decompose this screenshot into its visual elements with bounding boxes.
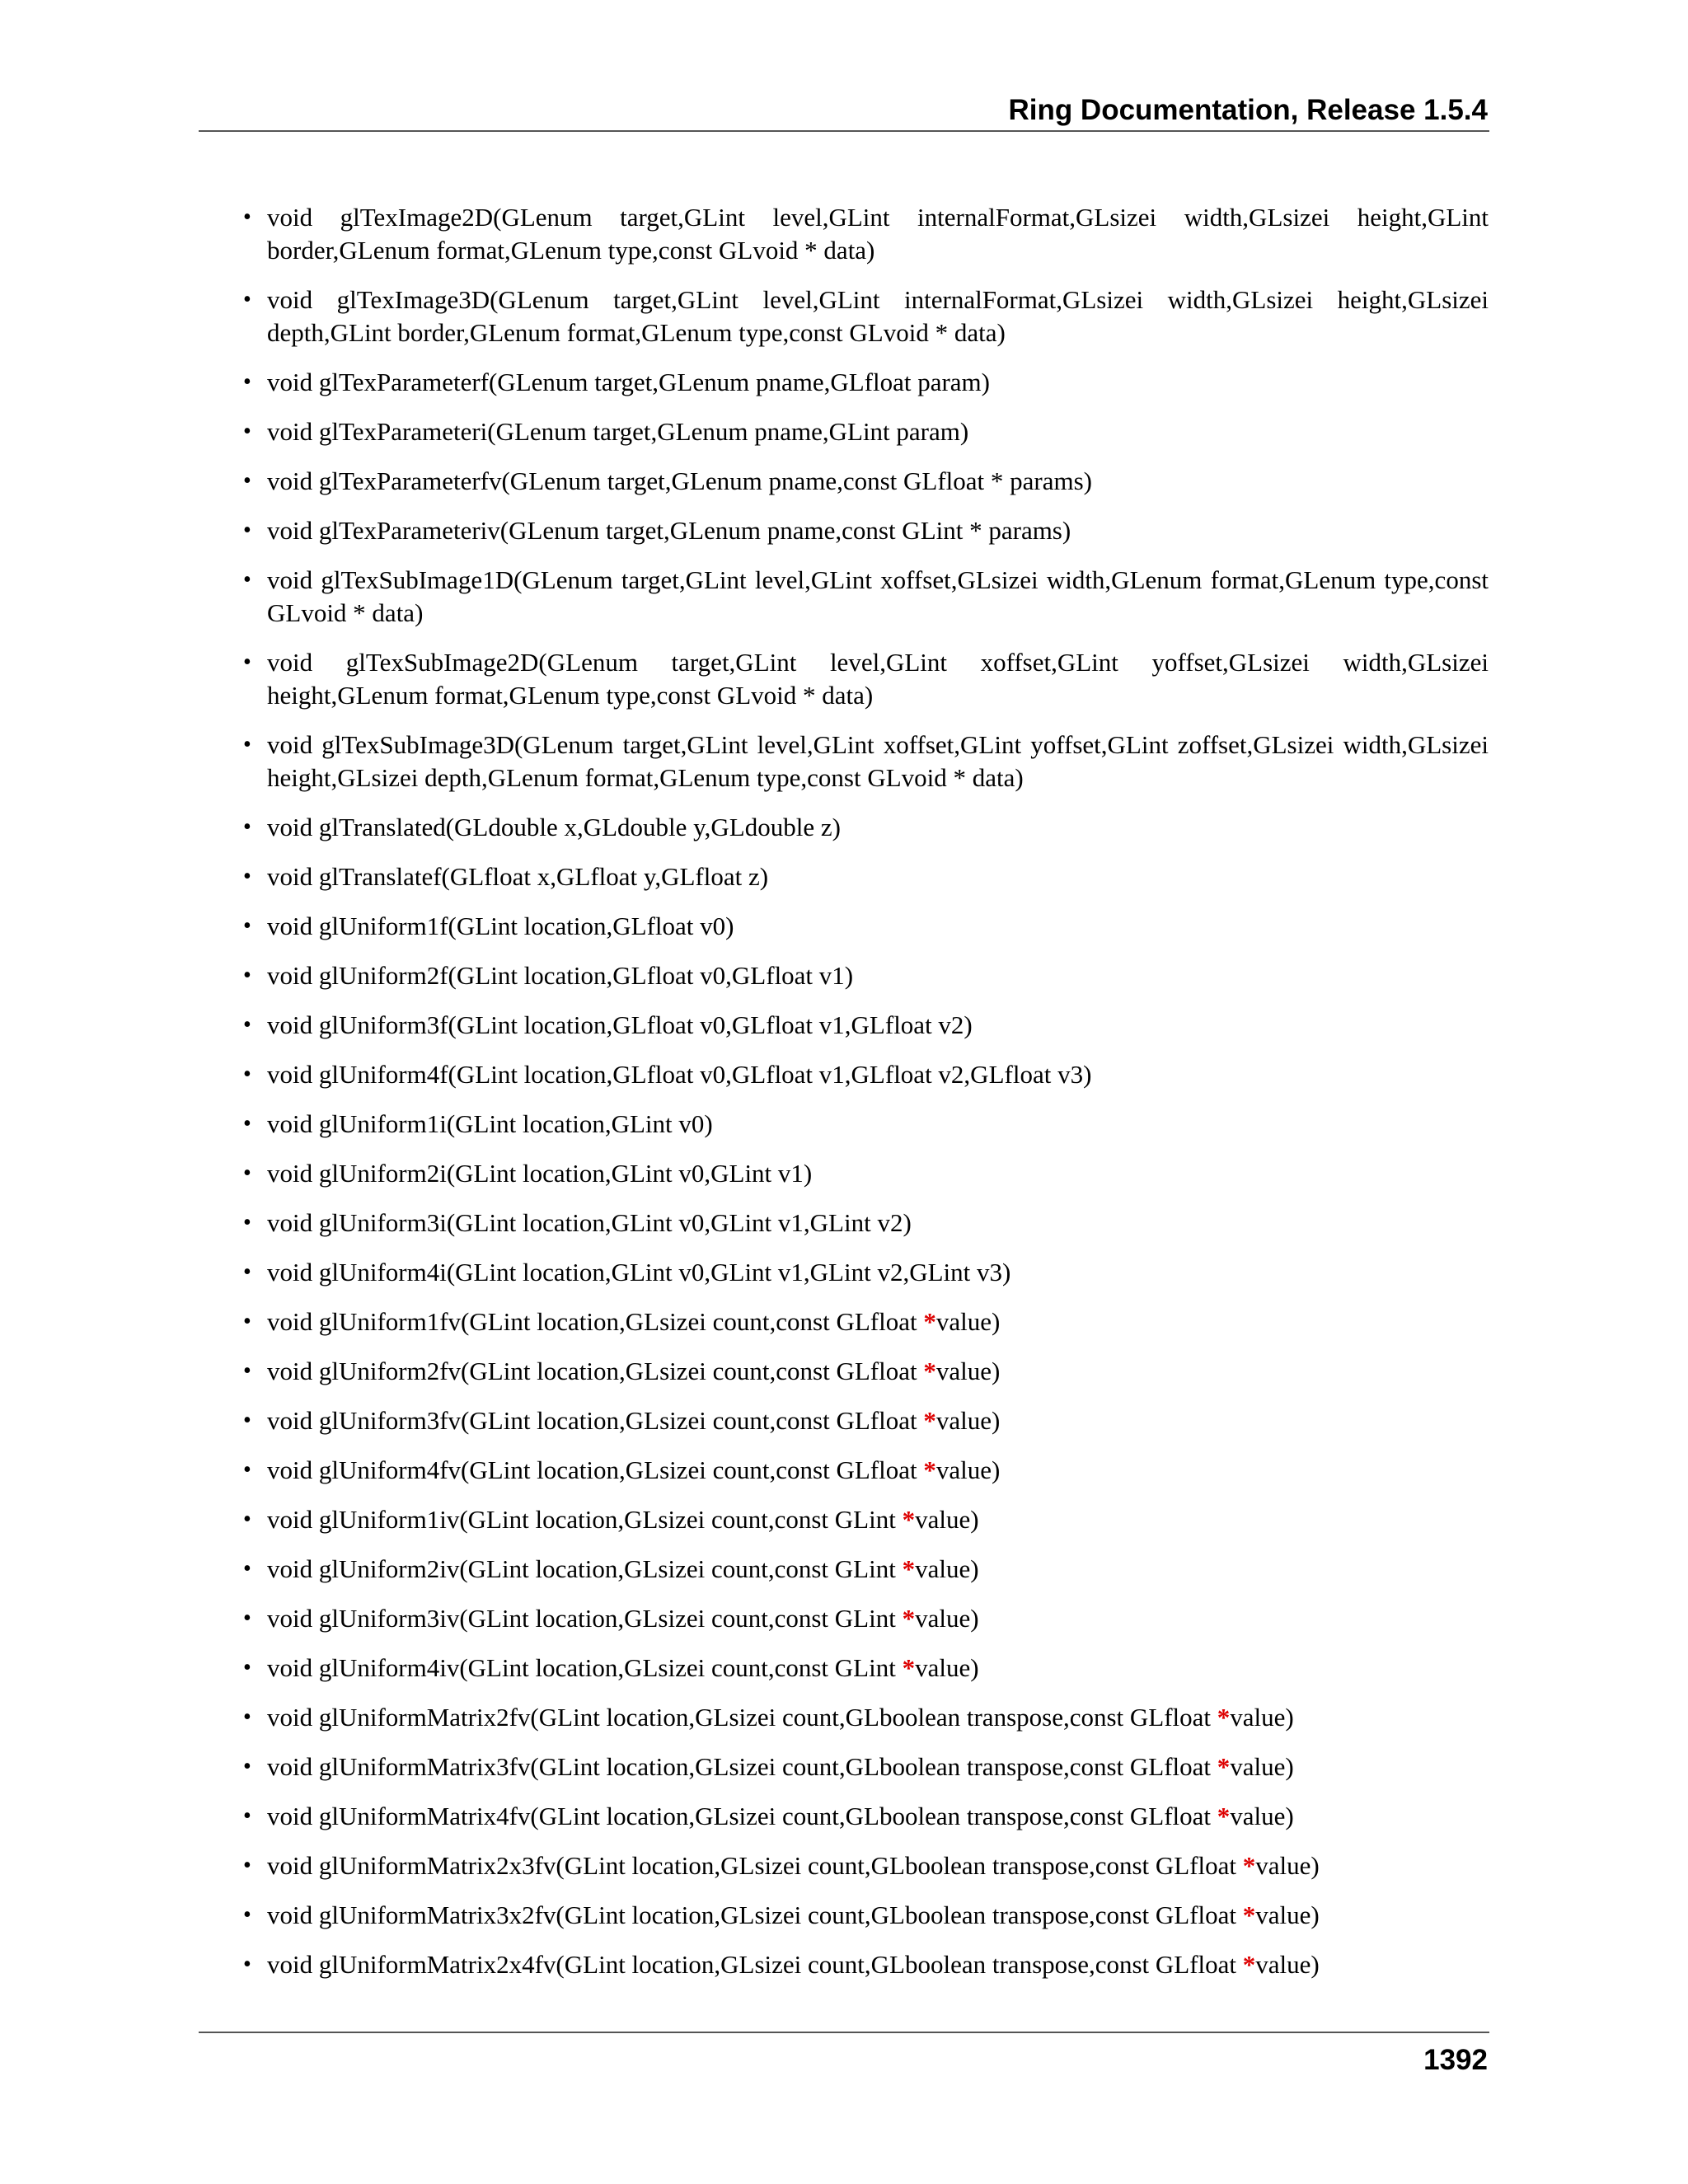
list-item [243, 1207, 1489, 1240]
pointer-asterisk: * [902, 1505, 916, 1534]
bullet-icon: • [243, 518, 251, 543]
function-signature-tail: value) [935, 1357, 1001, 1385]
list-item [243, 1553, 1489, 1586]
list-item [243, 1948, 1489, 1981]
bullet-icon: • [243, 1111, 251, 1137]
function-signature: void glUniform2f(GLint location,GLfloat v0,GLfloat v1) [267, 961, 854, 990]
list-item [243, 1899, 1489, 1932]
footer-divider [199, 2032, 1489, 2033]
pointer-asterisk: * [923, 1307, 936, 1336]
function-signature: void glTexSubImage2D(GLenum target,GLint level,GLint xoffset,GLint yoffset,GLsizei width,GLsizei height,GLenum format,GLenum type,const GLvoid * data) [267, 648, 1489, 710]
list-item [243, 1355, 1489, 1388]
bullet-icon: • [243, 1952, 251, 1977]
pointer-asterisk: * [902, 1604, 916, 1633]
bullet-icon: • [243, 1259, 251, 1285]
function-signature: void glUniform1f(GLint location,GLfloat v0) [267, 912, 734, 940]
function-signature: void glUniform3iv(GLint location,GLsizei count,const GLint [267, 1604, 903, 1633]
header-divider [199, 130, 1489, 132]
function-signature-tail: value) [1230, 1752, 1294, 1781]
bullet-icon: • [243, 1012, 251, 1038]
bullet-icon: • [243, 1754, 251, 1779]
bullet-icon: • [243, 1457, 251, 1483]
function-signature: void glTexSubImage1D(GLenum target,GLint level,GLint xoffset,GLsizei width,GLenum format,GLenum type,const GLvoid * data) [267, 565, 1489, 627]
list-item [243, 811, 1489, 844]
function-signature-tail: value) [1255, 1900, 1320, 1929]
function-signature-tail: value) [915, 1604, 979, 1633]
bullet-icon: • [243, 963, 251, 988]
pointer-asterisk: * [923, 1455, 936, 1484]
bullet-icon: • [243, 913, 251, 939]
list-item [243, 1701, 1489, 1734]
function-signature-tail: value) [915, 1653, 979, 1682]
function-list [0, 201, 1688, 1998]
function-signature: void glUniformMatrix4fv(GLint location,GLsizei count,GLboolean transpose,const GLfloat [267, 1802, 1217, 1830]
bullet-icon: • [243, 1902, 251, 1928]
bullet-icon: • [243, 1655, 251, 1680]
function-signature: void glUniform3fv(GLint location,GLsizei count,const GLfloat [267, 1406, 924, 1435]
bullet-icon: • [243, 1358, 251, 1384]
function-signature: void glUniform2i(GLint location,GLint v0,GLint v1) [267, 1159, 813, 1188]
bullet-icon: • [243, 567, 251, 593]
bullet-icon: • [243, 1507, 251, 1532]
bullet-icon: • [243, 732, 251, 757]
function-signature: void glUniformMatrix2x4fv(GLint location,GLsizei count,GLboolean transpose,const GLfloat [267, 1950, 1243, 1979]
list-item [243, 366, 1489, 399]
pointer-asterisk: * [1242, 1900, 1256, 1929]
pointer-asterisk: * [902, 1653, 916, 1682]
bullet-icon: • [243, 814, 251, 840]
function-signature-tail: value) [915, 1554, 979, 1583]
function-signature-tail: value) [1230, 1703, 1294, 1732]
list-item [243, 1256, 1489, 1289]
function-signature: void glUniform4fv(GLint location,GLsizei count,const GLfloat [267, 1455, 924, 1484]
list-item [243, 910, 1489, 943]
function-signature: void glTranslated(GLdouble x,GLdouble y,GLdouble z) [267, 813, 841, 841]
list-item [243, 564, 1489, 630]
function-signature: void glTexParameteri(GLenum target,GLenum pname,GLint param) [267, 417, 969, 446]
function-signature-tail: value) [935, 1307, 1001, 1336]
bullet-icon: • [243, 204, 251, 230]
list-item [243, 1454, 1489, 1487]
bullet-icon: • [243, 419, 251, 444]
header-title: Ring Documentation, Release 1.5.4 [1008, 94, 1488, 126]
bullet-icon: • [243, 1062, 251, 1087]
function-signature-tail: value) [1255, 1851, 1320, 1880]
list-item [243, 1404, 1489, 1437]
list-item [243, 1108, 1489, 1141]
function-signature-tail: value) [935, 1406, 1001, 1435]
bullet-icon: • [243, 1309, 251, 1334]
function-signature: void glUniformMatrix2x3fv(GLint location,GLsizei count,GLboolean transpose,const GLfloat [267, 1851, 1243, 1880]
bullet-icon: • [243, 1160, 251, 1186]
list-item [243, 465, 1489, 498]
function-signature: void glUniform1iv(GLint location,GLsizei count,const GLint [267, 1505, 903, 1534]
function-signature: void glTexImage3D(GLenum target,GLint level,GLint internalFormat,GLsizei width,GLsizei height,GLsizei depth,GLint border,GLenum format,GLenum type,const GLvoid * data) [267, 285, 1489, 347]
list-item [243, 201, 1489, 267]
pointer-asterisk: * [1217, 1752, 1231, 1781]
bullet-icon: • [243, 287, 251, 312]
list-item [243, 514, 1489, 547]
function-signature: void glUniform2fv(GLint location,GLsizei count,const GLfloat [267, 1357, 924, 1385]
list-item [243, 1602, 1489, 1635]
list-item [243, 1157, 1489, 1190]
bullet-icon: • [243, 468, 251, 494]
function-signature: void glTexParameterfv(GLenum target,GLenum pname,const GLfloat * params) [267, 466, 1092, 495]
function-signature: void glUniform4i(GLint location,GLint v0,GLint v1,GLint v2,GLint v3) [267, 1258, 1011, 1286]
pointer-asterisk: * [1242, 1851, 1256, 1880]
function-signature: void glUniform3i(GLint location,GLint v0,GLint v1,GLint v2) [267, 1208, 912, 1237]
list-item [243, 415, 1489, 448]
bullet-icon: • [243, 864, 251, 889]
list-item [243, 1750, 1489, 1783]
list-item [243, 284, 1489, 349]
function-signature-tail: value) [935, 1455, 1001, 1484]
function-signature: void glUniform1fv(GLint location,GLsizei count,const GLfloat [267, 1307, 924, 1336]
list-item [243, 1058, 1489, 1091]
bullet-icon: • [243, 1408, 251, 1433]
list-item [243, 1305, 1489, 1338]
bullet-icon: • [243, 369, 251, 395]
pointer-asterisk: * [1217, 1703, 1231, 1732]
bullet-icon: • [243, 1704, 251, 1730]
list-item [243, 860, 1489, 893]
function-signature: void glUniformMatrix2fv(GLint location,GLsizei count,GLboolean transpose,const GLfloat [267, 1703, 1217, 1732]
list-item [243, 1800, 1489, 1833]
bullet-icon: • [243, 1605, 251, 1631]
function-signature-tail: value) [1255, 1950, 1320, 1979]
function-signature: void glTexSubImage3D(GLenum target,GLint level,GLint xoffset,GLint yoffset,GLint zoffset,GLsizei width,GLsizei height,GLsizei depth,GLenum format,GLenum type,const GLvoid * data) [267, 730, 1489, 792]
function-signature: void glUniform2iv(GLint location,GLsizei count,const GLint [267, 1554, 903, 1583]
function-signature: void glTexParameterf(GLenum target,GLenum pname,GLfloat param) [267, 368, 990, 396]
page-number: 1392 [1423, 2044, 1488, 2076]
function-signature: void glUniform3f(GLint location,GLfloat v0,GLfloat v1,GLfloat v2) [267, 1010, 973, 1039]
function-signature: void glUniformMatrix3fv(GLint location,GLsizei count,GLboolean transpose,const GLfloat [267, 1752, 1217, 1781]
list-item [243, 1503, 1489, 1536]
list-item [243, 1652, 1489, 1685]
list-item [243, 729, 1489, 794]
function-signature-tail: value) [915, 1505, 979, 1534]
function-signature: void glTexParameteriv(GLenum target,GLenum pname,const GLint * params) [267, 516, 1071, 545]
bullet-icon: • [243, 1853, 251, 1878]
function-signature: void glUniformMatrix3x2fv(GLint location,GLsizei count,GLboolean transpose,const GLfloat [267, 1900, 1243, 1929]
pointer-asterisk: * [1242, 1950, 1256, 1979]
bullet-icon: • [243, 1210, 251, 1235]
list-item [243, 1009, 1489, 1042]
function-signature: void glTranslatef(GLfloat x,GLfloat y,GLfloat z) [267, 862, 769, 891]
bullet-icon: • [243, 1556, 251, 1582]
function-signature-tail: value) [1230, 1802, 1294, 1830]
function-signature: void glUniform4f(GLint location,GLfloat v0,GLfloat v1,GLfloat v2,GLfloat v3) [267, 1060, 1092, 1089]
pointer-asterisk: * [902, 1554, 916, 1583]
bullet-icon: • [243, 1803, 251, 1829]
function-signature: void glUniform4iv(GLint location,GLsizei count,const GLint [267, 1653, 903, 1682]
function-signature: void glTexImage2D(GLenum target,GLint level,GLint internalFormat,GLsizei width,GLsizei height,GLint border,GLenum format,GLenum type,const GLvoid * data) [267, 203, 1489, 265]
pointer-asterisk: * [1217, 1802, 1231, 1830]
list-item [243, 646, 1489, 712]
bullet-icon: • [243, 649, 251, 675]
list-item [243, 1849, 1489, 1882]
list-item [243, 959, 1489, 992]
pointer-asterisk: * [923, 1357, 936, 1385]
pointer-asterisk: * [923, 1406, 936, 1435]
function-signature: void glUniform1i(GLint location,GLint v0) [267, 1109, 713, 1138]
